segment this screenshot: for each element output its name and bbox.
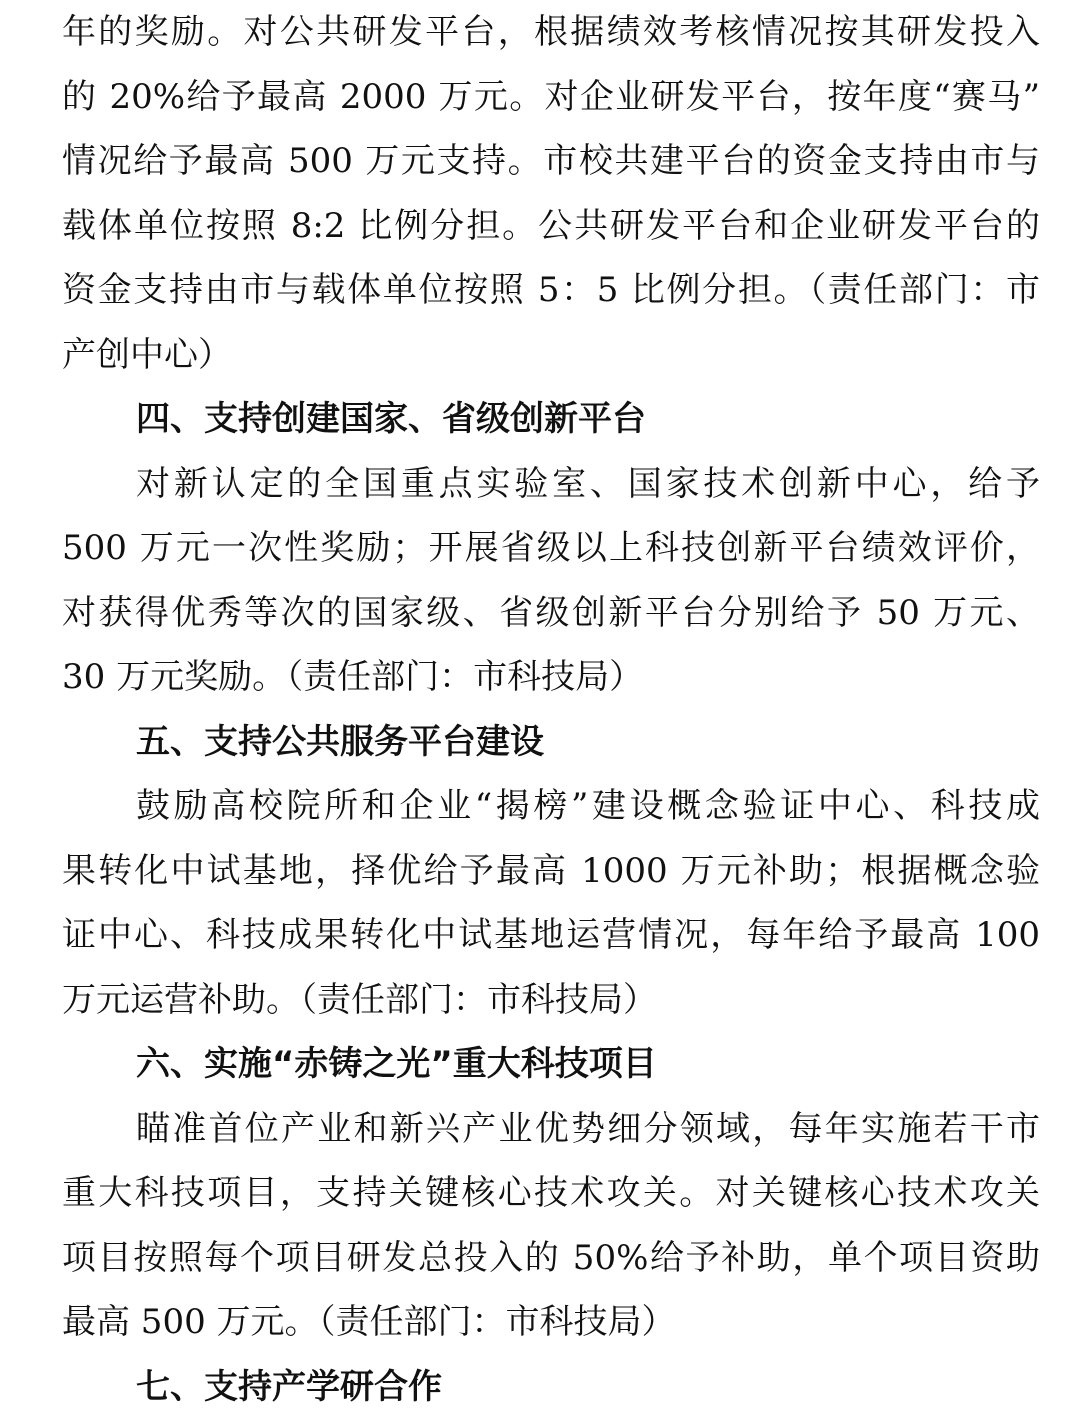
paragraph-section-6 [62, 1097, 1040, 1355]
section-heading-7: 七、支持产学研合作 [62, 1355, 1040, 1419]
text-line: 30 万元奖励。（责任部门：市科技局） [62, 645, 1040, 710]
section-heading-4: 四、支持创建国家、省级创新平台 [62, 387, 1040, 452]
text-line: 的 20%给予最高 2000 万元。对企业研发平台，按年度“赛马” [62, 65, 1040, 130]
text-line: 500 万元一次性奖励；开展省级以上科技创新平台绩效评价， [62, 516, 1040, 581]
text-line: 瞄准首位产业和新兴产业优势细分领域，每年实施若干市 [62, 1097, 1040, 1162]
section-heading-5: 五、支持公共服务平台建设 [62, 710, 1040, 775]
text-line: 万元运营补助。（责任部门：市科技局） [62, 968, 1040, 1033]
text-line: 对获得优秀等次的国家级、省级创新平台分别给予 50 万元、 [62, 581, 1040, 646]
text-line: 重大科技项目，支持关键核心技术攻关。对关键核心技术攻关 [62, 1161, 1040, 1226]
text-line: 证中心、科技成果转化中试基地运营情况，每年给予最高 100 [62, 903, 1040, 968]
paragraph-intro [62, 0, 1040, 387]
text-line: 载体单位按照 8:2 比例分担。公共研发平台和企业研发平台的 [62, 194, 1040, 259]
document-page [62, 0, 1040, 1419]
text-line: 果转化中试基地，择优给予最高 1000 万元补助；根据概念验 [62, 839, 1040, 904]
text-line: 资金支持由市与载体单位按照 5：5 比例分担。（责任部门：市 [62, 258, 1040, 323]
paragraph-section-5 [62, 774, 1040, 1032]
text-line: 对新认定的全国重点实验室、国家技术创新中心，给予 [62, 452, 1040, 517]
text-line: 最高 500 万元。（责任部门：市科技局） [62, 1290, 1040, 1355]
paragraph-section-4 [62, 452, 1040, 710]
text-line: 年的奖励。对公共研发平台，根据绩效考核情况按其研发投入 [62, 0, 1040, 65]
text-line: 产创中心） [62, 323, 1040, 388]
text-line: 鼓励高校院所和企业“揭榜”建设概念验证中心、科技成 [62, 774, 1040, 839]
section-heading-6: 六、实施“赤铸之光”重大科技项目 [62, 1032, 1040, 1097]
text-line: 项目按照每个项目研发总投入的 50%给予补助，单个项目资助 [62, 1226, 1040, 1291]
text-line: 情况给予最高 500 万元支持。市校共建平台的资金支持由市与 [62, 129, 1040, 194]
